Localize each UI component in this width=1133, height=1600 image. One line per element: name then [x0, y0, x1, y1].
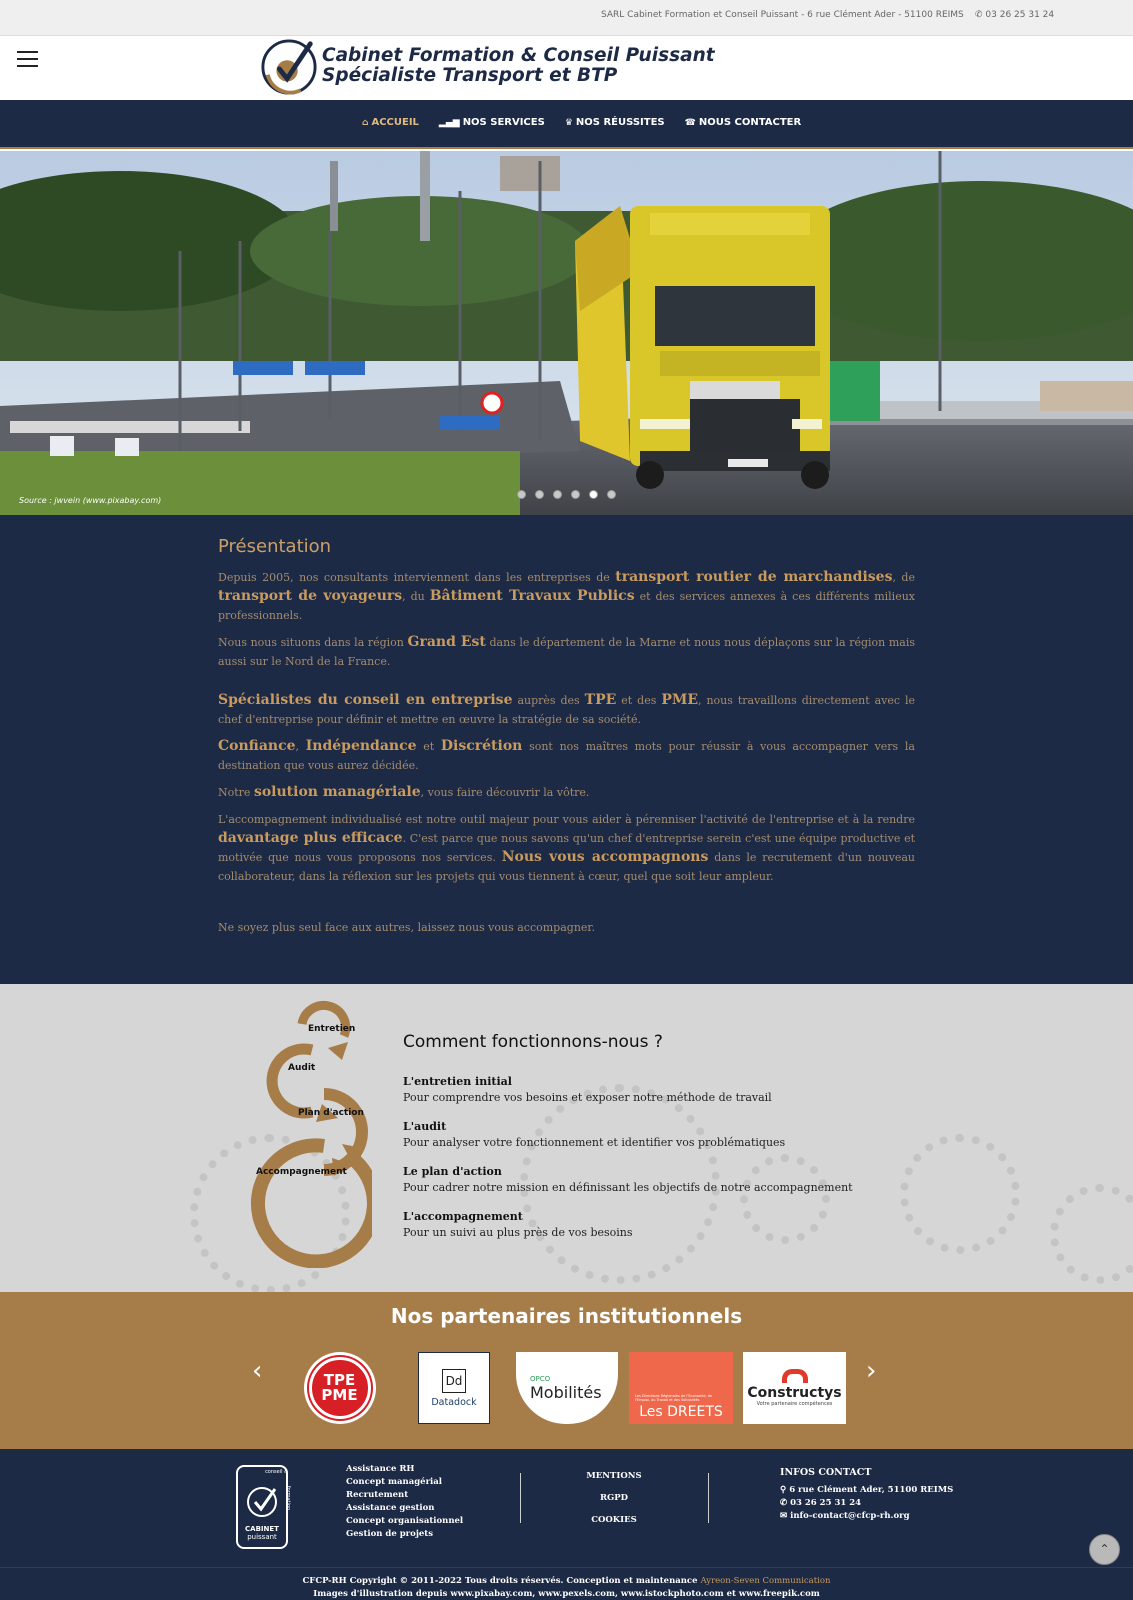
- images-credit: Images d'illustration depuis www.pixabay.com, www.pexels.com, www.istockphoto.com et www.freepik.com: [313, 1589, 820, 1599]
- text: sont nos maîtres mots pour réussir à vous accompagner vers la destination que vous aurez décidée.: [218, 740, 915, 772]
- footer-link[interactable]: Concept organisationnel: [346, 1516, 464, 1526]
- text: dans le recrutement d'un nouveau collaborateur, dans la réflexion sur les projets qui vous tiennent à cœur, quel que soit leur ampleur.: [218, 851, 916, 883]
- text: 6 rue Clément Ader, 51100 REIMS: [789, 1485, 954, 1495]
- diagram-label: Entretien: [308, 1024, 356, 1034]
- text: et des: [616, 694, 662, 707]
- footer-email[interactable]: [780, 1510, 953, 1523]
- diagram-label: Plan d'action: [298, 1108, 364, 1118]
- step-item: [403, 1164, 923, 1196]
- gear-bg-icon: [1050, 1184, 1133, 1284]
- partner-logo-dreets[interactable]: [629, 1352, 733, 1424]
- text: , vous faire découvrir la vôtre.: [420, 786, 590, 799]
- presentation-paragraph-6: [218, 810, 915, 886]
- diagram-label: Audit: [288, 1063, 316, 1073]
- home-icon: ⌂: [362, 117, 369, 128]
- step-item: [403, 1119, 923, 1151]
- slider-dot[interactable]: [553, 490, 562, 499]
- footer-services-list: [346, 1463, 463, 1541]
- partners-title: Nos partenaires institutionnels: [390, 1304, 743, 1328]
- logo-text: Dd: [442, 1369, 466, 1393]
- logo-text: Les DREETS: [639, 1404, 723, 1420]
- nav-item-services[interactable]: [439, 117, 545, 128]
- highlight: transport routier de marchandises: [615, 569, 893, 585]
- text: et: [416, 740, 441, 753]
- copyright: [0, 1567, 1133, 1600]
- presentation-paragraph-7: Ne soyez plus seul face aux autres, laissez nous vous accompagner.: [218, 921, 595, 934]
- text: ,: [295, 740, 306, 753]
- nav-label: ACCUEIL: [371, 117, 419, 128]
- logo-text: puissant: [247, 1533, 277, 1541]
- logo-text: Les Directions Régionales de l'Économie, de l'Emploi, du Travail et des Solidarités: [635, 1394, 713, 1402]
- constructys-mark-icon: [782, 1369, 808, 1383]
- footer-contact-title: INFOS CONTACT: [780, 1467, 872, 1478]
- step-desc: Pour cadrer notre mission en définissant les objectifs de notre accompagnement: [403, 1181, 853, 1194]
- nav-label: NOUS CONTACTER: [698, 117, 802, 128]
- text: Depuis 2005, nos consultants interviennent dans les entreprises de: [218, 571, 616, 584]
- highlight: Grand Est: [407, 634, 486, 650]
- phone-icon: ✆: [975, 10, 986, 20]
- logo-text: Mobilités: [530, 1382, 602, 1402]
- footer-link-cookies[interactable]: COOKIES: [591, 1515, 637, 1525]
- presentation-paragraph-3: [218, 691, 915, 729]
- text: . C'est parce que nous savons qu'un chef d'entreprise serein c'est une équipe productive et motivée que nous vous proposons nos services.: [218, 832, 915, 864]
- agency-link[interactable]: Ayreon-Seven Communication: [700, 1576, 831, 1586]
- logo-text: Constructys: [747, 1385, 842, 1401]
- slider-dots: [517, 490, 616, 499]
- process-cycle-diagram: [232, 998, 372, 1268]
- partner-logo-constructys[interactable]: [743, 1352, 846, 1424]
- bar-chart-icon: ▂▄▆: [438, 117, 460, 128]
- top-info-bar: [0, 0, 1133, 36]
- step-title: L'audit: [403, 1120, 447, 1133]
- nav-label: NOS SERVICES: [462, 117, 545, 128]
- main-nav: [0, 100, 1133, 149]
- footer-link[interactable]: Gestion de projets: [346, 1529, 434, 1539]
- site-footer: [0, 1449, 1133, 1600]
- presentation-paragraph-1: [218, 568, 915, 625]
- nav-item-contact[interactable]: [685, 117, 802, 128]
- footer-link-rgpd[interactable]: RGPD: [599, 1493, 629, 1503]
- step-title: L'accompagnement: [403, 1210, 523, 1223]
- highlight: PME: [661, 692, 699, 708]
- logo-text: TPE: [323, 1371, 356, 1389]
- highlight: Discrétion: [440, 738, 523, 754]
- step-desc: Pour analyser votre fonctionnement et identifier vos problématiques: [403, 1136, 786, 1149]
- presentation-section: [0, 515, 1133, 984]
- presentation-paragraph-4: [218, 737, 915, 775]
- text: Nous nous situons dans la région: [218, 636, 408, 649]
- carousel-prev-chevron-left-icon[interactable]: ‹: [252, 1356, 263, 1386]
- footer-link[interactable]: Concept managérial: [346, 1477, 443, 1487]
- text: Notre: [218, 786, 254, 799]
- diagram-label: Accompagnement: [256, 1167, 347, 1177]
- logo-text: conseil &: [265, 1469, 288, 1475]
- highlight: davantage plus efficace: [218, 830, 403, 846]
- nav-item-accueil[interactable]: [362, 117, 419, 128]
- carousel-next-chevron-right-icon[interactable]: ›: [866, 1356, 877, 1386]
- how-title: Comment fonctionnons-nous ?: [403, 1032, 663, 1052]
- presentation-paragraph-5: [218, 783, 915, 802]
- text: , du: [402, 590, 430, 603]
- slider-dot-active[interactable]: [589, 490, 598, 499]
- slider-dot[interactable]: [535, 490, 544, 499]
- partner-logo-tpe-pme[interactable]: [303, 1352, 376, 1424]
- steps-list: [403, 1074, 923, 1254]
- logo-text: PME: [321, 1386, 358, 1404]
- highlight: Nous vous accompagnons: [501, 849, 709, 865]
- hero-slider[interactable]: [0, 151, 1133, 515]
- highlight: Bâtiment Travaux Publics: [429, 588, 635, 604]
- step-item: [403, 1074, 923, 1106]
- highlight: solution managériale: [253, 784, 421, 800]
- top-phone-number: 03 26 25 31 24: [985, 10, 1055, 20]
- highlight: Indépendance: [305, 738, 417, 754]
- step-title: L'entretien initial: [403, 1075, 512, 1088]
- partners-section: [0, 1292, 1133, 1449]
- map-marker-icon: ⚲: [780, 1485, 790, 1495]
- footer-contact: [780, 1466, 953, 1523]
- how-we-work-section: [0, 984, 1133, 1292]
- menu-hamburger-icon[interactable]: [17, 51, 38, 67]
- nav-item-reussites[interactable]: [565, 117, 665, 128]
- phone-icon: ☎: [684, 117, 696, 128]
- logo-text: CABINET: [245, 1525, 279, 1533]
- highlight: transport de voyageurs: [218, 588, 403, 604]
- logo-text: Votre partenaire compétences: [756, 1401, 833, 1407]
- footer-link-mentions[interactable]: MENTIONS: [586, 1471, 642, 1481]
- highlight: Spécialistes du conseil en entreprise: [218, 692, 513, 708]
- checkmark-logo-icon: [245, 1485, 279, 1519]
- brand-title-line2: Spécialiste Transport et BTP: [322, 65, 618, 86]
- partner-logo-opco-mobilites[interactable]: [516, 1352, 618, 1424]
- step-desc: Pour comprendre vos besoins et exposer notre méthode de travail: [403, 1091, 772, 1104]
- text: , nous travaillons directement avec le chef d'entreprise pour définir et mettre en œuvre la stratégie de sa société.: [218, 694, 915, 726]
- step-title: Le plan d'action: [403, 1165, 502, 1178]
- footer-link[interactable]: Assistance gestion: [346, 1503, 435, 1513]
- footer-link[interactable]: Assistance RH: [346, 1464, 415, 1474]
- logo-text: formation: [284, 1485, 291, 1511]
- footer-phone[interactable]: [780, 1497, 953, 1510]
- brand-logo-icon[interactable]: [260, 38, 318, 96]
- slider-dot[interactable]: [517, 490, 526, 499]
- nav-label: NOS RÉUSSITES: [575, 117, 665, 128]
- logo-text: Datadock: [431, 1396, 477, 1408]
- text: CFCP-RH Copyright © 2011-2022 Tous droits réservés. Conception et maintenance: [302, 1576, 701, 1586]
- footer-logo[interactable]: [236, 1465, 291, 1549]
- divider: [520, 1473, 521, 1523]
- divider: [708, 1473, 709, 1523]
- brand-title-line1: Cabinet Formation & Conseil Puissant: [322, 45, 715, 66]
- footer-link[interactable]: Recrutement: [346, 1490, 409, 1500]
- scroll-to-top-chevron-up-icon[interactable]: ⌃: [1089, 1534, 1120, 1565]
- hero-image: [0, 151, 1133, 515]
- envelope-icon: ✉: [780, 1511, 791, 1521]
- footer-legal-links: [563, 1465, 665, 1531]
- partner-logo-datadock[interactable]: [418, 1352, 490, 1424]
- image-source-credit: Source : jwvein (www.pixabay.com): [19, 496, 162, 505]
- step-desc: Pour un suivi au plus près de vos besoins: [403, 1226, 633, 1239]
- text: auprès des: [512, 694, 585, 707]
- slider-dot[interactable]: [571, 490, 580, 499]
- text: info-contact@cfcp-rh.org: [790, 1511, 910, 1521]
- presentation-title: Présentation: [218, 536, 332, 557]
- logo-text: OPCO: [530, 1374, 551, 1383]
- text: L'accompagnement individualisé est notre outil majeur pour vous aider à pérenniser l'activité de l'entreprise et à la rendre: [218, 813, 915, 826]
- step-item: [403, 1209, 923, 1241]
- brand-title[interactable]: [322, 46, 715, 86]
- company-address: SARL Cabinet Formation et Conseil Puissant - 6 rue Clément Ader - 51100 REIMS: [601, 10, 964, 20]
- top-phone[interactable]: [975, 10, 1054, 20]
- highlight: Confiance: [218, 738, 296, 754]
- presentation-paragraph-2: [218, 633, 915, 671]
- text: 03 26 25 31 24: [790, 1498, 862, 1508]
- footer-address: [780, 1484, 953, 1497]
- slider-dot[interactable]: [607, 490, 616, 499]
- highlight: TPE: [584, 692, 617, 708]
- trophy-icon: ♛: [564, 117, 573, 128]
- phone-icon: ✆: [780, 1498, 791, 1508]
- text: dans le département de la Marne et nous nous déplaçons sur la région mais aussi sur le Nord de la France.: [218, 636, 915, 668]
- text: , de: [892, 571, 915, 584]
- text: et des services annexes à ces différents milieux professionnels.: [218, 590, 915, 622]
